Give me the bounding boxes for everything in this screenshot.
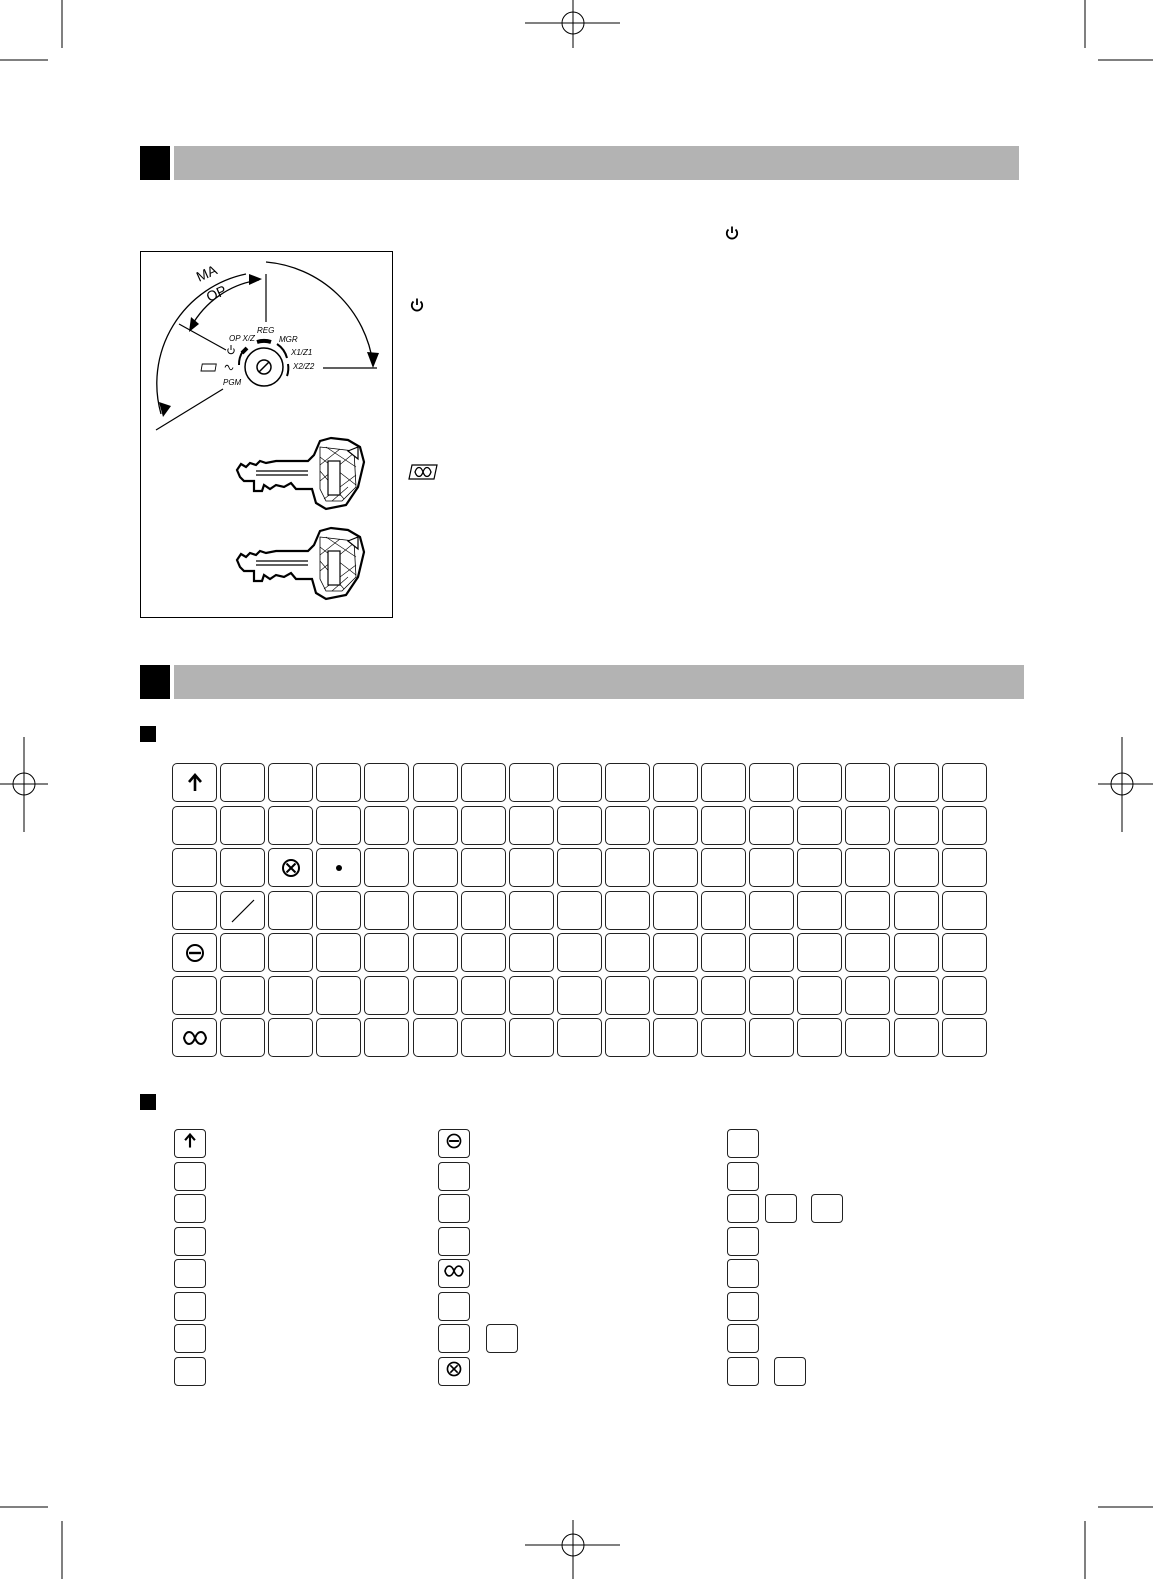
key-r2-c8[interactable]: [509, 806, 554, 845]
key-r7-c11[interactable]: [653, 1018, 698, 1057]
key-r4-c5[interactable]: [364, 891, 409, 930]
key-r6-c8[interactable]: [509, 976, 554, 1015]
key-r5-c16[interactable]: [894, 933, 939, 972]
key-r3-c12[interactable]: [701, 848, 746, 887]
key-r3-c5[interactable]: [364, 848, 409, 887]
key-r2-c12[interactable]: [701, 806, 746, 845]
key-r4-c13[interactable]: [749, 891, 794, 930]
key-illustration-1: [237, 438, 364, 509]
key-r4-c8[interactable]: [509, 891, 554, 930]
key-r5-c13[interactable]: [749, 933, 794, 972]
key-r1-c16[interactable]: [894, 763, 939, 802]
key-r4-c11[interactable]: [653, 891, 698, 930]
key-r4-c15[interactable]: [845, 891, 890, 930]
mode-switch-drawing: [141, 252, 394, 619]
key-r2-c5[interactable]: [364, 806, 409, 845]
section-header-bar-2: [174, 665, 1024, 699]
key-r6-c12[interactable]: [701, 976, 746, 1015]
key-circled-minus[interactable]: [172, 933, 217, 972]
key-r5-c14[interactable]: [797, 933, 842, 972]
key-r2-c16[interactable]: [894, 806, 939, 845]
label-op: OP: [203, 281, 229, 305]
key-r6-c2[interactable]: [220, 976, 265, 1015]
key-r5-c17[interactable]: [942, 933, 987, 972]
key-r7-c5[interactable]: [364, 1018, 409, 1057]
key-r7-c14[interactable]: [797, 1018, 842, 1057]
key-r3-c13[interactable]: [749, 848, 794, 887]
section-number-block-1: [140, 146, 170, 180]
key-dot[interactable]: [316, 848, 361, 887]
key-r3-c16[interactable]: [894, 848, 939, 887]
power-icon: [724, 225, 740, 241]
key-r6-c11[interactable]: [653, 976, 698, 1015]
key-r2-c3[interactable]: [268, 806, 313, 845]
key-r7-c6[interactable]: [413, 1018, 458, 1057]
dial-infinity-icon: [201, 364, 233, 371]
key-r6-c5[interactable]: [364, 976, 409, 1015]
key-r3-c8[interactable]: [509, 848, 554, 887]
key-r2-c10[interactable]: [605, 806, 650, 845]
key-r2-c14[interactable]: [797, 806, 842, 845]
label-ma: MA: [193, 261, 220, 285]
key-r3-c1[interactable]: [172, 848, 217, 887]
label-reg: REG: [257, 326, 275, 335]
key-r1-c4[interactable]: [316, 763, 361, 802]
power-icon: [409, 297, 425, 313]
key-r4-c12[interactable]: [701, 891, 746, 930]
label-pgm: PGM: [223, 378, 242, 387]
mode-switch-diagram: [140, 251, 393, 618]
key-r1-c9[interactable]: [557, 763, 602, 802]
key-r4-c3[interactable]: [268, 891, 313, 930]
key-r7-c4[interactable]: [316, 1018, 361, 1057]
infinity-key-icon: [408, 464, 438, 480]
key-r7-c16[interactable]: [894, 1018, 939, 1057]
key-r7-c3[interactable]: [268, 1018, 313, 1057]
dot-icon: [328, 857, 350, 879]
infinity-icon: [181, 1027, 209, 1049]
key-r1-c12[interactable]: [701, 763, 746, 802]
key-r6-c4[interactable]: [316, 976, 361, 1015]
key-r2-c9[interactable]: [557, 806, 602, 845]
op-arc: [191, 280, 259, 327]
label-x2z2: X2/Z2: [293, 362, 315, 371]
key-r3-c17[interactable]: [942, 848, 987, 887]
key-r1-c17[interactable]: [942, 763, 987, 802]
key-r3-c11[interactable]: [653, 848, 698, 887]
key-r7-c8[interactable]: [509, 1018, 554, 1057]
key-r2-c4[interactable]: [316, 806, 361, 845]
key-r6-c3[interactable]: [268, 976, 313, 1015]
key-r1-c15[interactable]: [845, 763, 890, 802]
key-r3-c14[interactable]: [797, 848, 842, 887]
key-r7-c15[interactable]: [845, 1018, 890, 1057]
key-r4-c17[interactable]: [942, 891, 987, 930]
key-r1-c6[interactable]: [413, 763, 458, 802]
key-r3-c15[interactable]: [845, 848, 890, 887]
section-number-block-2: [140, 665, 170, 699]
circled-x-icon: [280, 857, 302, 879]
dial-power-icon: [228, 345, 234, 354]
key-r5-c6[interactable]: [413, 933, 458, 972]
registration-target-top: [525, 0, 620, 48]
key-illustration-2: [237, 528, 364, 599]
key-r6-c9[interactable]: [557, 976, 602, 1015]
key-r4-c14[interactable]: [797, 891, 842, 930]
registration-target-bottom: [525, 1520, 620, 1579]
key-r2-c2[interactable]: [220, 806, 265, 845]
key-r5-c15[interactable]: [845, 933, 890, 972]
key-r6-c10[interactable]: [605, 976, 650, 1015]
key-r4-c10[interactable]: [605, 891, 650, 930]
key-r6-c17[interactable]: [942, 976, 987, 1015]
key-r2-c1[interactable]: [172, 806, 217, 845]
key-slash[interactable]: [220, 891, 265, 930]
key-r5-c5[interactable]: [364, 933, 409, 972]
key-r2-c11[interactable]: [653, 806, 698, 845]
key-r5-c3[interactable]: [268, 933, 313, 972]
key-r3-c10[interactable]: [605, 848, 650, 887]
key-r6-c13[interactable]: [749, 976, 794, 1015]
key-r4-c1[interactable]: [172, 891, 217, 930]
key-r5-c7[interactable]: [461, 933, 506, 972]
key-r5-c11[interactable]: [653, 933, 698, 972]
key-r1-c11[interactable]: [653, 763, 698, 802]
key-r1-c7[interactable]: [461, 763, 506, 802]
key-r5-c9[interactable]: [557, 933, 602, 972]
key-circled-x[interactable]: [268, 848, 313, 887]
key-r1-c2[interactable]: [220, 763, 265, 802]
key-r3-c7[interactable]: [461, 848, 506, 887]
key-r6-c15[interactable]: [845, 976, 890, 1015]
label-mgr: MGR: [279, 335, 298, 344]
ma-arc: [157, 274, 246, 414]
key-r6-c1[interactable]: [172, 976, 217, 1015]
key-r2-c15[interactable]: [845, 806, 890, 845]
subsection-bullet-key-names: [140, 1094, 156, 1110]
key-r2-c7[interactable]: [461, 806, 506, 845]
key-r7-c7[interactable]: [461, 1018, 506, 1057]
key-r7-c2[interactable]: [220, 1018, 265, 1057]
subsection-bullet-keyboard-layout: [140, 726, 156, 742]
key-r2-c17[interactable]: [942, 806, 987, 845]
key-r4-c6[interactable]: [413, 891, 458, 930]
key-r7-c17[interactable]: [942, 1018, 987, 1057]
key-r3-c9[interactable]: [557, 848, 602, 887]
key-r1-c8[interactable]: [509, 763, 554, 802]
key-r4-c16[interactable]: [894, 891, 939, 930]
key-r1-c10[interactable]: [605, 763, 650, 802]
key-r7-c12[interactable]: [701, 1018, 746, 1057]
dial-switch: [239, 341, 288, 386]
key-r4-c7[interactable]: [461, 891, 506, 930]
key-r2-c13[interactable]: [749, 806, 794, 845]
key-r6-c16[interactable]: [894, 976, 939, 1015]
key-r7-c13[interactable]: [749, 1018, 794, 1057]
registration-target-right: [1098, 737, 1153, 832]
key-r5-c10[interactable]: [605, 933, 650, 972]
key-r1-c3[interactable]: [268, 763, 313, 802]
key-r5-c8[interactable]: [509, 933, 554, 972]
key-r7-c9[interactable]: [557, 1018, 602, 1057]
key-r1-c5[interactable]: [364, 763, 409, 802]
key-r1-c14[interactable]: [797, 763, 842, 802]
key-r1-c13[interactable]: [749, 763, 794, 802]
key-r3-c6[interactable]: [413, 848, 458, 887]
key-r6-c7[interactable]: [461, 976, 506, 1015]
key-r6-c14[interactable]: [797, 976, 842, 1015]
key-r3-c2[interactable]: [220, 848, 265, 887]
label-x1z1: X1/Z1: [291, 348, 313, 357]
up-arrow-icon: [184, 772, 206, 794]
key-r5-c12[interactable]: [701, 933, 746, 972]
registration-target-left: [0, 737, 48, 832]
slash-icon: [228, 896, 258, 926]
key-r4-c4[interactable]: [316, 891, 361, 930]
section-header-bar-1: [174, 146, 1019, 180]
key-infinity[interactable]: [172, 1018, 217, 1057]
key-r2-c6[interactable]: [413, 806, 458, 845]
label-opxz: OP X/Z: [229, 334, 255, 343]
key-r5-c2[interactable]: [220, 933, 265, 972]
key-r7-c10[interactable]: [605, 1018, 650, 1057]
key-r6-c6[interactable]: [413, 976, 458, 1015]
key-up-arrow[interactable]: [172, 763, 217, 802]
key-r5-c4[interactable]: [316, 933, 361, 972]
circled-minus-icon: [184, 942, 206, 964]
key-r4-c9[interactable]: [557, 891, 602, 930]
